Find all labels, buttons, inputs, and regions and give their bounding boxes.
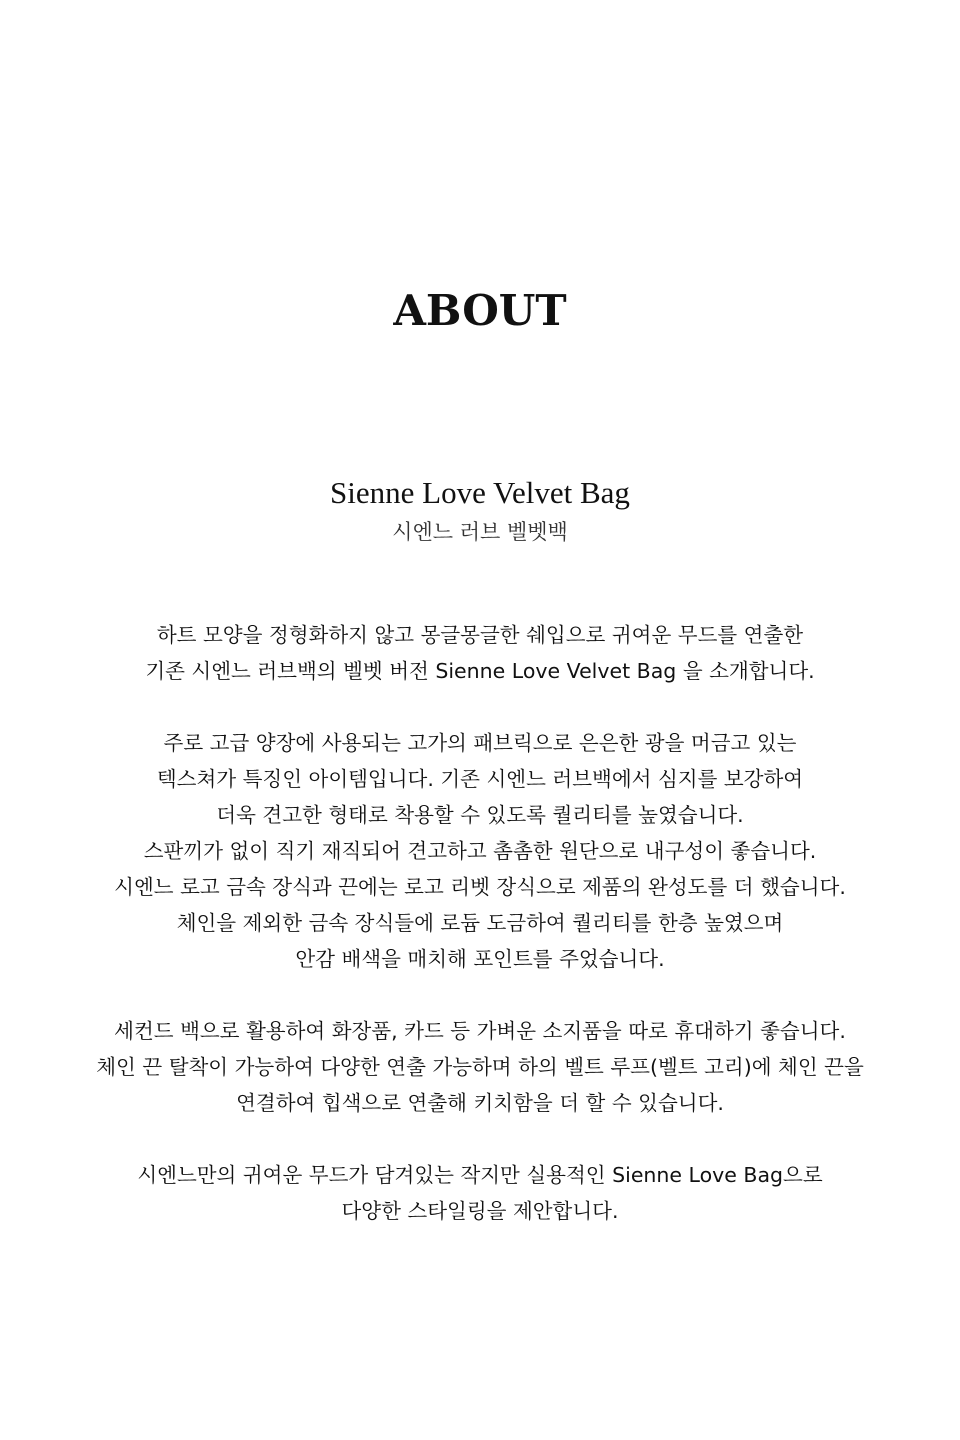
page-title: ABOUT [393, 286, 567, 335]
description-line: 하트 모양을 정형화하지 않고 몽글몽글한 쉐입으로 귀여운 무드를 연출한 [156, 623, 804, 647]
description-paragraph-3 [40, 1013, 920, 1121]
description-line: 세컨드 백으로 활용하여 화장품, 카드 등 가벼운 소지품을 따로 휴대하기 좋습니다. [114, 1019, 846, 1043]
description-line: 다양한 스타일링을 제안합니다. [341, 1199, 619, 1223]
description-line: 안감 배색을 매치해 포인트를 주었습니다. [295, 947, 665, 971]
description-paragraph-1 [40, 617, 920, 689]
description-paragraph-2 [40, 725, 920, 977]
description-line: 시엔느 로고 금속 장식과 끈에는 로고 리벳 장식으로 제품의 완성도를 더 했습니다. [114, 875, 846, 899]
description-line: 체인을 제외한 금속 장식들에 로듐 도금하여 퀄리티를 한층 높였으며 [176, 911, 784, 935]
description-line: 주로 고급 양장에 사용되는 고가의 패브릭으로 은은한 광을 머금고 있는 [163, 731, 797, 755]
product-name: Sienne Love Velvet Bag [330, 475, 630, 510]
description-line: 텍스쳐가 특징인 아이템입니다. 기존 시엔느 러브백에서 심지를 보강하여 [156, 767, 804, 791]
description-line: 기존 시엔느 러브백의 벨벳 버전 Sienne Love Velvet Bag 을 소개합니다. [145, 659, 815, 683]
description-paragraph-4 [40, 1157, 920, 1229]
description-line: 스판끼가 없이 직기 재직되어 견고하고 촘촘한 원단으로 내구성이 좋습니다. [143, 839, 817, 863]
product-name-korean: 시엔느 러브 벨벳백 [392, 520, 568, 544]
description-line: 더욱 견고한 형태로 착용할 수 있도록 퀄리티를 높였습니다. [216, 803, 744, 827]
description-line: 시엔느만의 귀여운 무드가 담겨있는 작지만 실용적인 Sienne Love Bag으로 [137, 1163, 823, 1187]
product-description [40, 617, 920, 1229]
description-line: 연결하여 힙색으로 연출해 키치함을 더 할 수 있습니다. [236, 1091, 724, 1115]
description-line: 체인 끈 탈착이 가능하여 다양한 연출 가능하며 하의 벨트 루프(벨트 고리)에 체인 끈을 [96, 1055, 864, 1079]
